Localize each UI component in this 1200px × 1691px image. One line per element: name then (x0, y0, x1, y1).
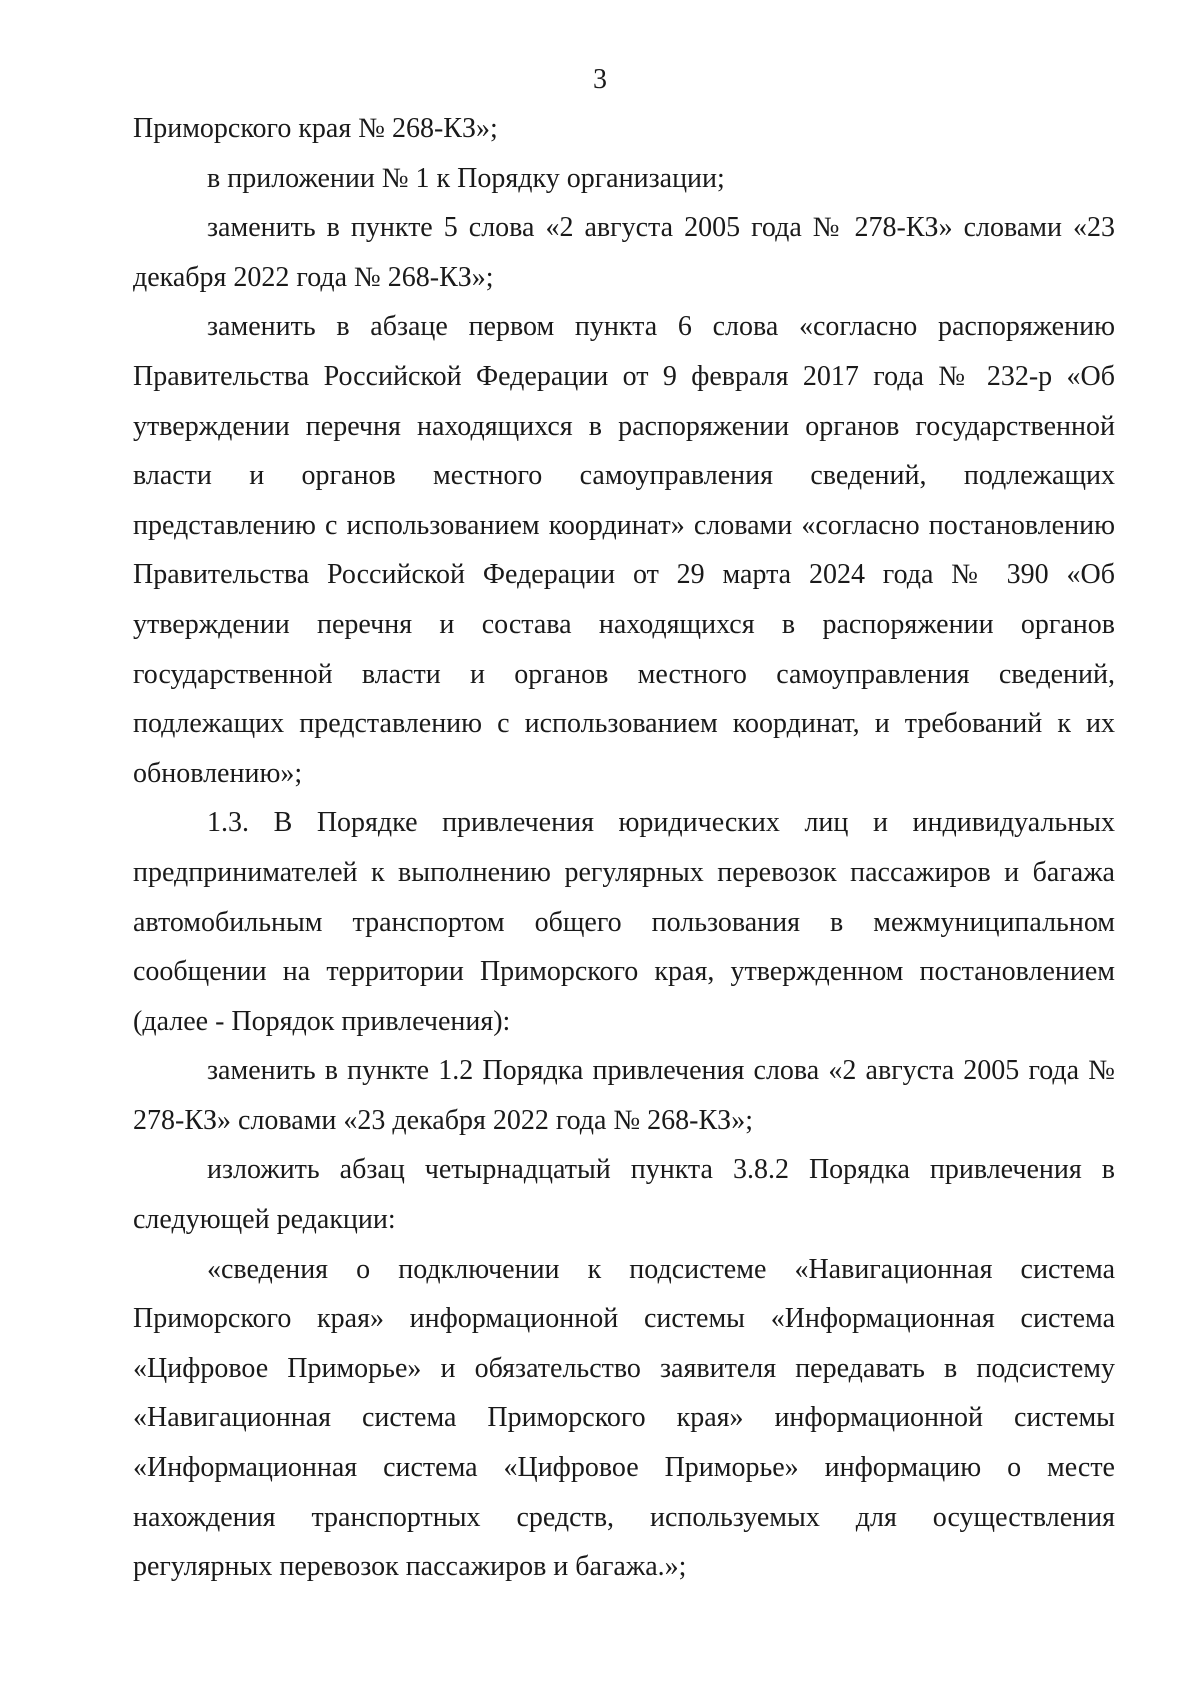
paragraph: 1.3. В Порядке привлечения юридических лиц и индивидуальных предпринимателей к выполнению регулярных перевозок пассажиров и багажа автомобильным транспортом общего пользования в межмуниципальном сообщении на территории Приморского края, утвержденном постановлением (далее - Порядок привлечения): (133, 807, 1115, 1037)
paragraph: Приморского края № 268-КЗ»; (133, 113, 498, 144)
paragraph: изложить абзац четырнадцатый пункта 3.8.2 Порядка привлечения в следующей редакции: (133, 1154, 1115, 1236)
paragraph: «сведения о подключении к подсистеме «Навигационная система Приморского края» информационной системы «Информационная система «Цифровое Приморье» и обязательство заявителя передавать в подсистему «Навигационная система Приморского края» информационной системы «Информационная система «Цифровое Приморье» информацию о месте нахождения транспортных средств, используемых для осуществления регулярных перевозок пассажиров и багажа.»; (133, 1253, 1115, 1583)
page-number: 3 (593, 64, 607, 95)
paragraph: заменить в пункте 1.2 Порядка привлечения слова «2 августа 2005 года № 278-КЗ» словами «23 декабря 2022 года № 268-КЗ»; (133, 1055, 1115, 1136)
paragraph: заменить в абзаце первом пункта 6 слова «согласно распоряжению Правительства Российской Федерации от 9 февраля 2017 года № 232-р «Об утверждении перечня находящихся в распоряжении органов государственной власти и органов местного самоуправления сведений, подлежащих представлению с использованием координат» словами «согласно постановлению Правительства Российской Федерации от 29 марта 2024 года № 390 «Об утверждении перечня и состава находящихся в распоряжении органов государственной власти и органов местного самоуправления сведений, подлежащих представлению с использованием координат, и требований к их обновлению»; (133, 311, 1115, 789)
document-body (133, 104, 1115, 1592)
paragraph: заменить в пункте 5 слова «2 августа 2005 года № 278-КЗ» словами «23 декабря 2022 года № 268-КЗ»; (133, 212, 1115, 293)
paragraph: в приложении № 1 к Порядку организации; (207, 162, 725, 194)
